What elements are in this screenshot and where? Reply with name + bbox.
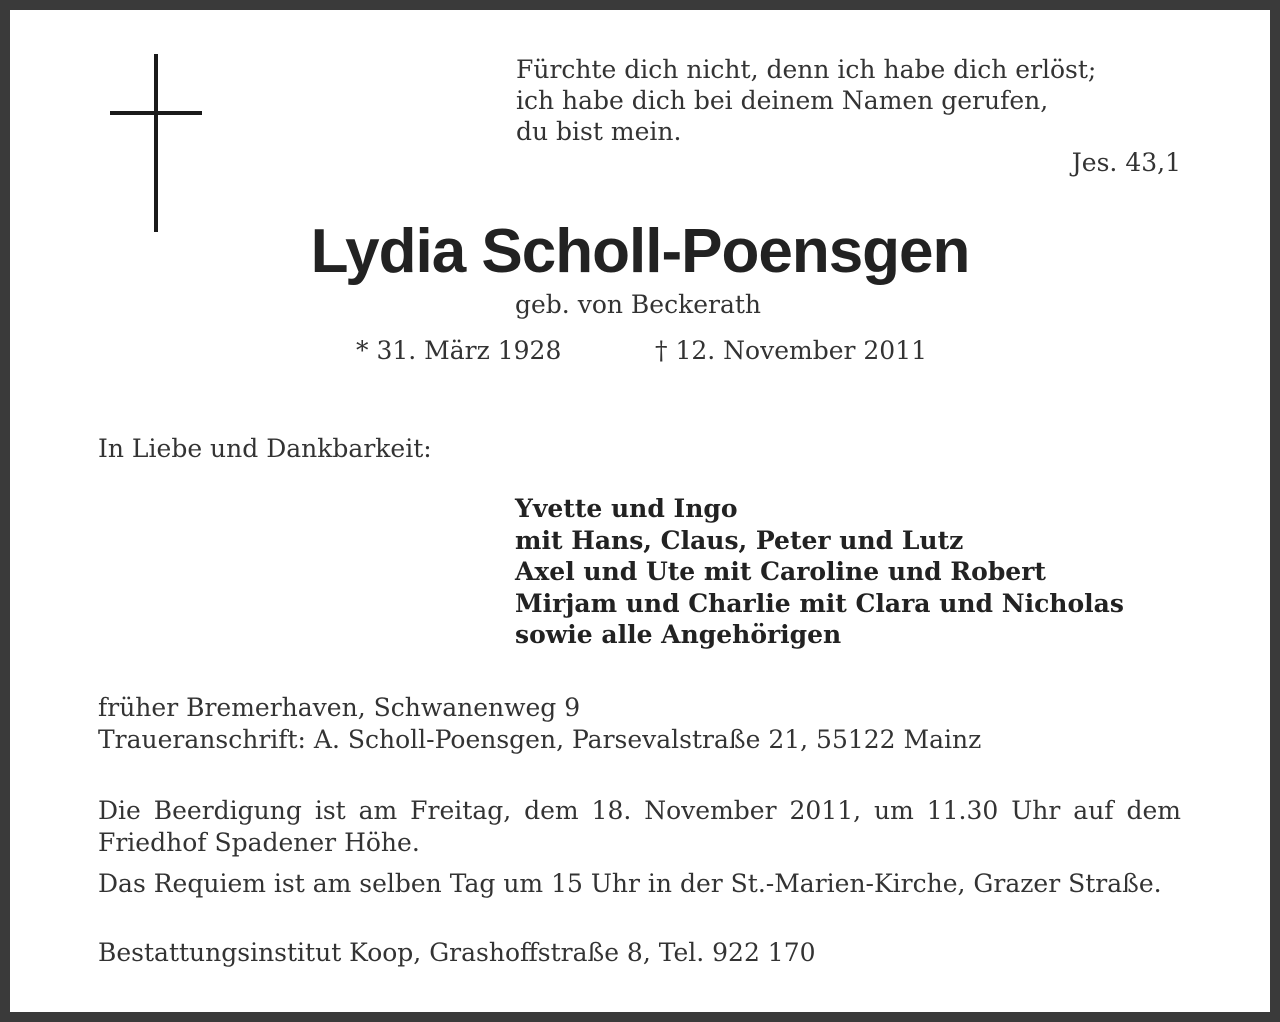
cross-icon (110, 54, 202, 232)
verse-line: du bist mein. (516, 117, 682, 146)
address-block (98, 692, 981, 756)
verse-reference: Jes. 43,1 (1071, 148, 1181, 177)
mourner-line: mit Hans, Claus, Peter und Lutz (515, 525, 964, 555)
death-date: † 12. November 2011 (655, 336, 928, 365)
bible-verse (516, 54, 1096, 147)
mourning-address: Traueranschrift: A. Scholl-Poensgen, Parsevalstraße 21, 55122 Mainz (98, 725, 982, 754)
cross-vertical-bar (154, 54, 158, 232)
mourner-line: Yvette und Ingo (515, 494, 738, 523)
undertaker-info: Bestattungsinstitut Koop, Grashoffstraße 8, Tel. 922 170 (98, 938, 816, 967)
mourner-line: sowie alle Angehörigen (515, 620, 842, 649)
obituary-notice (10, 10, 1270, 1012)
funeral-info: Die Beerdigung ist am Freitag, dem 18. November 2011, um 11.30 Uhr auf dem Friedhof Spadener Höhe. (98, 796, 1181, 857)
mourners-list (515, 493, 1124, 651)
maiden-name: geb. von Beckerath (515, 290, 762, 319)
cross-horizontal-bar (110, 111, 202, 115)
intro-text: In Liebe und Dankbarkeit: (98, 434, 432, 463)
former-address: früher Bremerhaven, Schwanenweg 9 (98, 693, 581, 722)
mourner-line: Axel und Ute mit Caroline und Robert (515, 557, 1046, 586)
deceased-name: Lydia Scholl-Poensgen (310, 217, 970, 286)
verse-line: ich habe dich bei deinem Namen gerufen, (516, 86, 1049, 115)
requiem-info: Das Requiem ist am selben Tag um 15 Uhr in der St.-Marien-Kirche, Grazer Straße. (98, 869, 1162, 898)
verse-line: Fürchte dich nicht, denn ich habe dich erlöst; (516, 55, 1097, 84)
mourner-line: Mirjam und Charlie mit Clara und Nicholas (515, 588, 1124, 618)
birth-date: * 31. März 1928 (356, 336, 562, 365)
